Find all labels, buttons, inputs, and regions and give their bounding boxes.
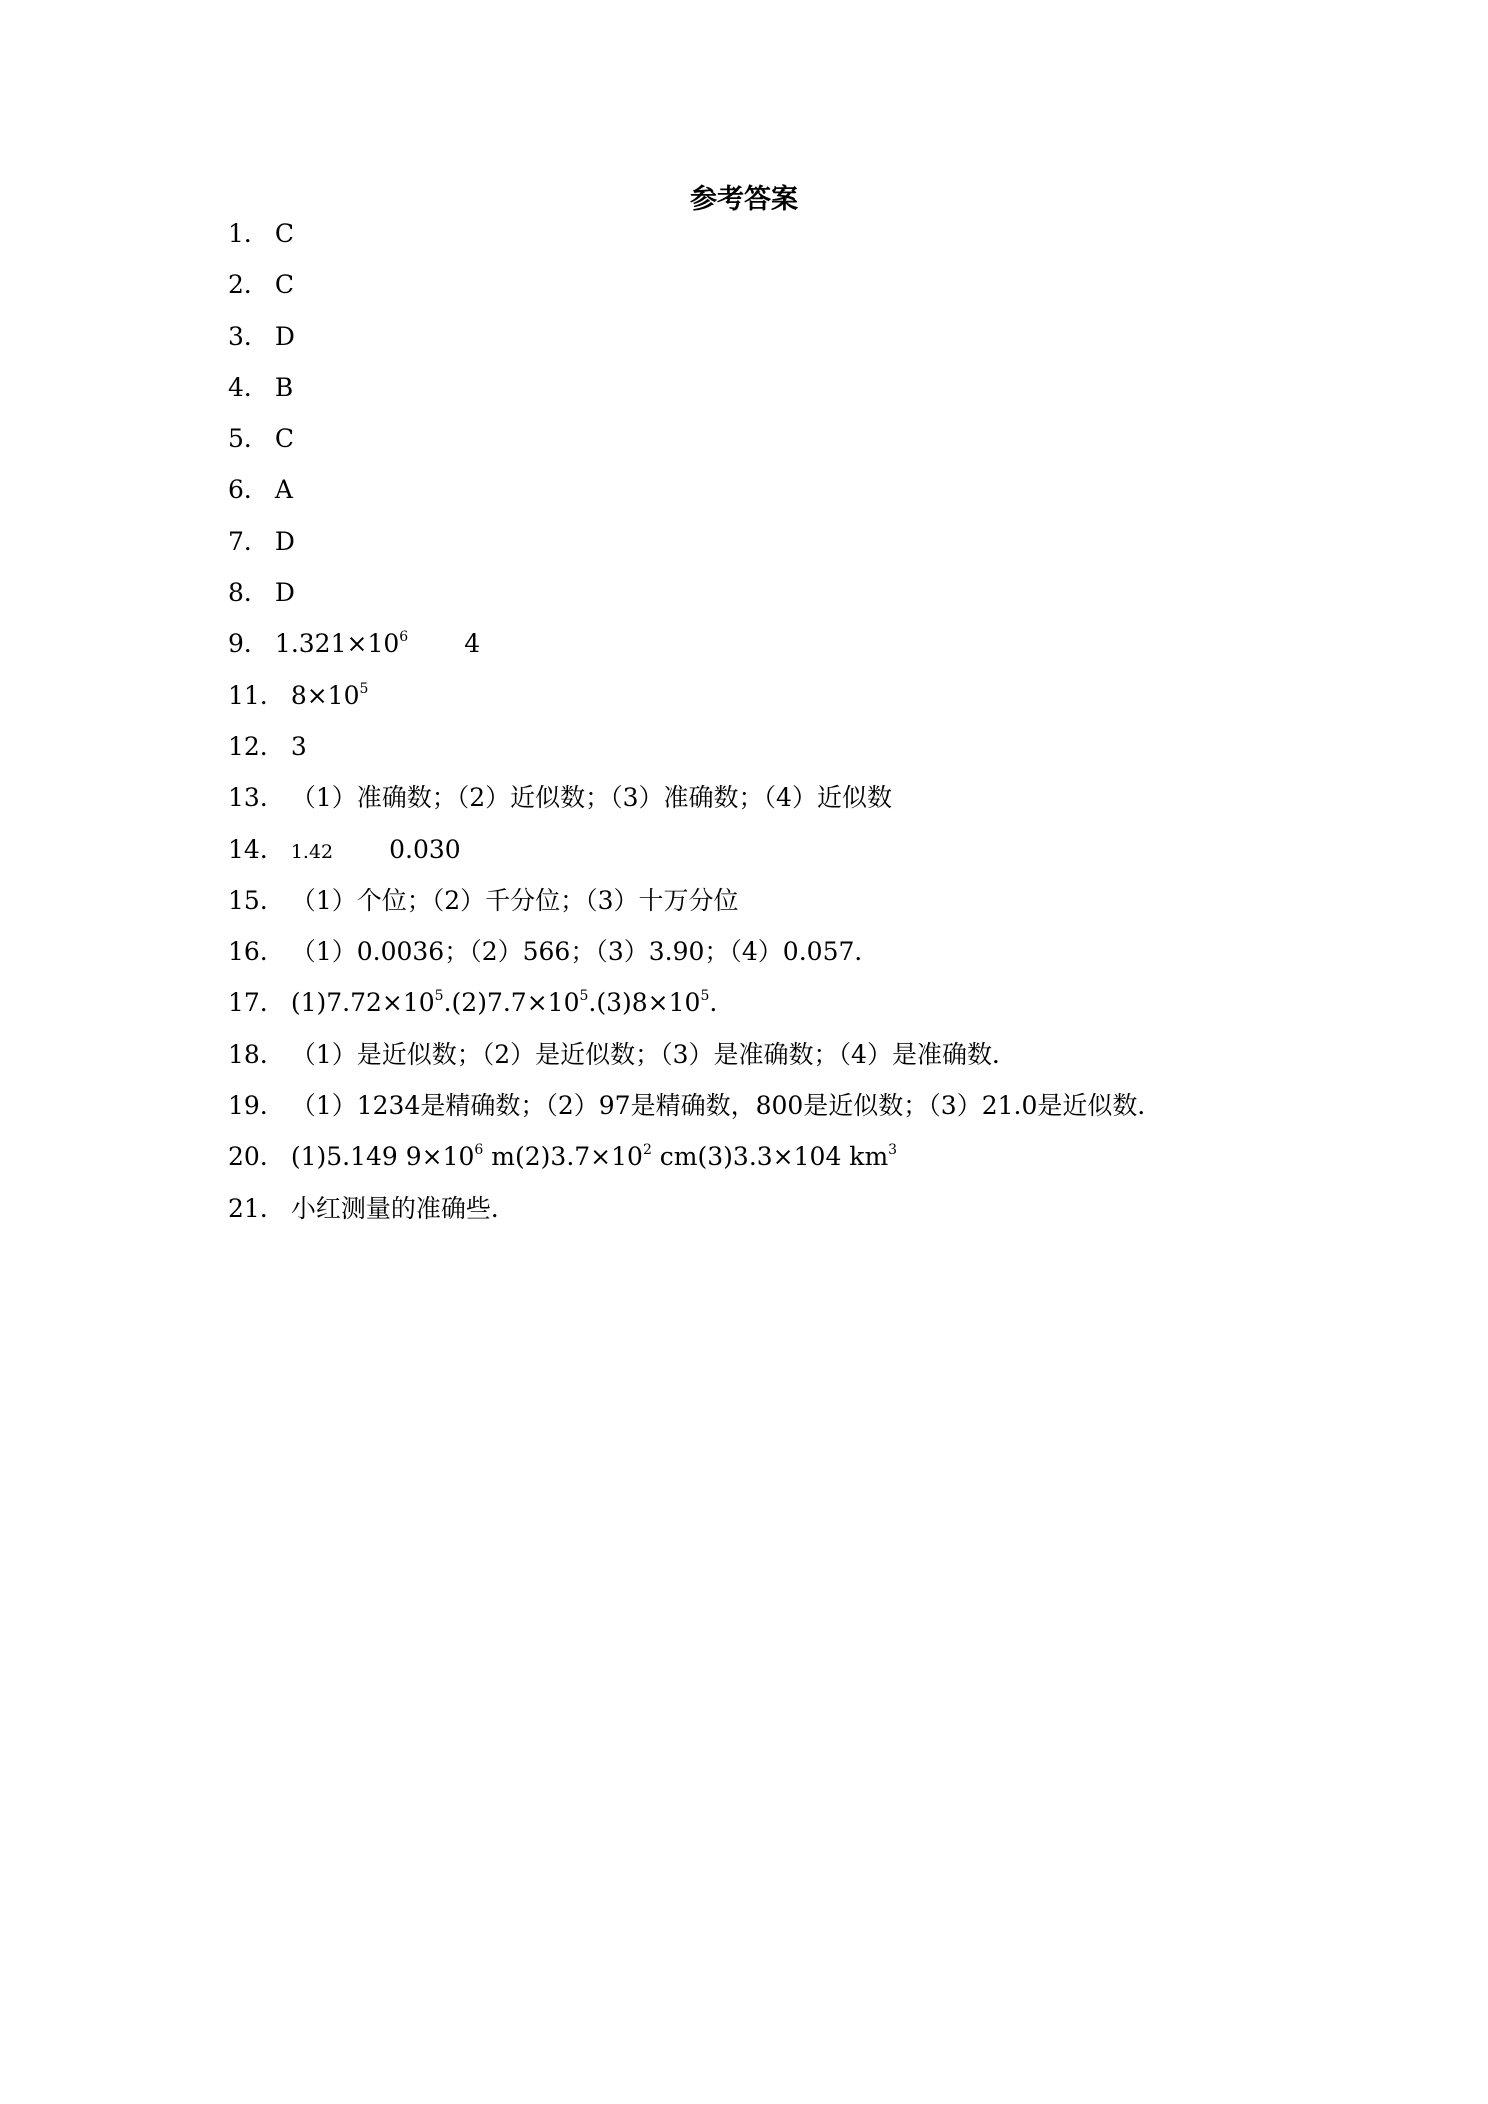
answer-text: D <box>274 578 295 608</box>
answer-text: D <box>274 526 295 556</box>
page-title: 参考答案 <box>690 184 798 215</box>
answer-part: (1)5.149 9×10 <box>290 1142 475 1172</box>
answer-text <box>291 1142 897 1171</box>
answer-part: (1)7.72×10 <box>290 988 435 1018</box>
answer-text: C <box>274 219 295 248</box>
answer-separator: ． <box>243 219 269 248</box>
answer-separator: ． <box>243 321 269 351</box>
exponent: 5 <box>700 988 710 1005</box>
answer-number: 16 <box>228 937 260 967</box>
answer-part: cm(3)3.3×104 km <box>651 1142 889 1172</box>
answer-text <box>275 629 480 658</box>
answer-text: C <box>274 424 295 454</box>
answer-item-2 <box>228 263 1328 314</box>
answer-separator: ． <box>243 372 269 402</box>
answer-separator: ． <box>243 270 269 300</box>
answer-separator: ． <box>259 783 285 813</box>
answer-number: 7 <box>228 526 244 556</box>
answer-text: 3 <box>290 731 307 761</box>
answer-item-7 <box>228 520 1328 571</box>
answer-text <box>291 988 717 1017</box>
answer-separator: ． <box>243 475 269 505</box>
answer-part: 1.321×10 <box>274 629 400 659</box>
exponent: 5 <box>579 988 589 1005</box>
answer-number: 3 <box>228 321 244 351</box>
answer-item-3 <box>228 315 1328 366</box>
answer-number: 15 <box>228 885 260 915</box>
answer-item-21 <box>228 1187 1328 1238</box>
answer-item-12 <box>228 725 1328 776</box>
answer-text: （1）个位；（2）千分位；（3）十万分位 <box>290 885 739 915</box>
answer-separator: ． <box>259 1039 285 1069</box>
exponent: 6 <box>399 629 409 646</box>
exponent: 3 <box>888 1142 898 1159</box>
answer-part: 4 <box>464 629 481 659</box>
exponent: 6 <box>474 1142 484 1159</box>
answer-text: B <box>274 372 294 402</box>
answer-number: 19 <box>228 1091 260 1121</box>
answer-part: m(2)3.7×10 <box>483 1142 643 1172</box>
answer-number: 13 <box>228 783 260 813</box>
answer-item-8 <box>228 571 1328 622</box>
answer-text: （1）0.0036；（2）566；（3）3.90；（4）0.057． <box>290 937 880 967</box>
answer-item-15 <box>228 879 1328 930</box>
exponent: 5 <box>434 988 444 1005</box>
answer-number: 21 <box>228 1193 260 1223</box>
answer-text: A <box>274 475 293 505</box>
answer-item-1 <box>228 212 1328 263</box>
answer-number: 20 <box>228 1142 260 1172</box>
answer-part: . <box>709 988 718 1018</box>
answer-separator: ． <box>259 885 285 915</box>
answer-separator: ． <box>259 1193 285 1223</box>
answer-separator: ． <box>259 988 285 1018</box>
answer-number: 18 <box>228 1039 260 1069</box>
answer-item-17 <box>228 981 1328 1032</box>
answer-item-14 <box>228 828 1328 879</box>
answer-item-6 <box>228 468 1328 519</box>
answer-text <box>291 681 369 710</box>
answer-text: D <box>274 321 295 351</box>
answer-number: 17 <box>228 988 260 1018</box>
answer-item-5 <box>228 417 1328 468</box>
answer-list <box>228 212 1328 1238</box>
answer-item-9 <box>228 622 1328 673</box>
answer-text: （1）是近似数；（2）是近似数；（3）是准确数；（4）是准确数． <box>290 1039 1017 1069</box>
answer-separator: ． <box>243 629 269 659</box>
answer-text: C <box>274 270 295 300</box>
answer-number: 9 <box>228 629 244 659</box>
answer-item-4 <box>228 366 1328 417</box>
exponent: 5 <box>359 680 369 697</box>
answer-number: 8 <box>228 578 244 608</box>
answer-separator: ． <box>259 834 285 864</box>
answer-separator: ． <box>243 424 269 454</box>
answer-part: .(2)7.7×10 <box>443 988 580 1018</box>
answer-text: （1）准确数；（2）近似数；（3）准确数；（4）近似数 <box>290 783 892 813</box>
answer-part: 1.42 <box>290 840 334 863</box>
answer-separator: ． <box>259 937 285 967</box>
answer-separator: ． <box>259 680 285 710</box>
answer-number: 1 <box>228 219 244 248</box>
answer-separator: ． <box>259 731 285 761</box>
answer-separator: ． <box>259 1091 285 1121</box>
answer-separator: ． <box>259 1142 285 1172</box>
answer-item-19 <box>228 1084 1328 1135</box>
answer-item-20 <box>228 1135 1328 1186</box>
answer-part: .(3)8×10 <box>588 988 701 1018</box>
answer-separator: ． <box>243 578 269 608</box>
answer-number: 4 <box>228 372 244 402</box>
answer-item-16 <box>228 930 1328 981</box>
answer-number: 12 <box>228 731 260 761</box>
answer-item-13 <box>228 776 1328 827</box>
answer-part: 8×10 <box>290 680 360 710</box>
answer-number: 6 <box>228 475 244 505</box>
answer-number: 5 <box>228 424 244 454</box>
answer-text: 小红测量的准确些． <box>290 1193 516 1223</box>
answer-text <box>291 835 461 864</box>
answer-number: 2 <box>228 270 244 300</box>
answer-item-18 <box>228 1033 1328 1084</box>
answer-text: （1）1234是精确数；（2）97是精确数，800是近似数；（3）21.0是近似数． <box>290 1091 1163 1121</box>
answer-separator: ． <box>243 526 269 556</box>
answer-item-11 <box>228 674 1328 725</box>
answer-part: 0.030 <box>389 834 461 864</box>
answer-number: 11 <box>228 680 260 710</box>
answer-number: 14 <box>228 834 260 864</box>
exponent: 2 <box>642 1142 652 1159</box>
